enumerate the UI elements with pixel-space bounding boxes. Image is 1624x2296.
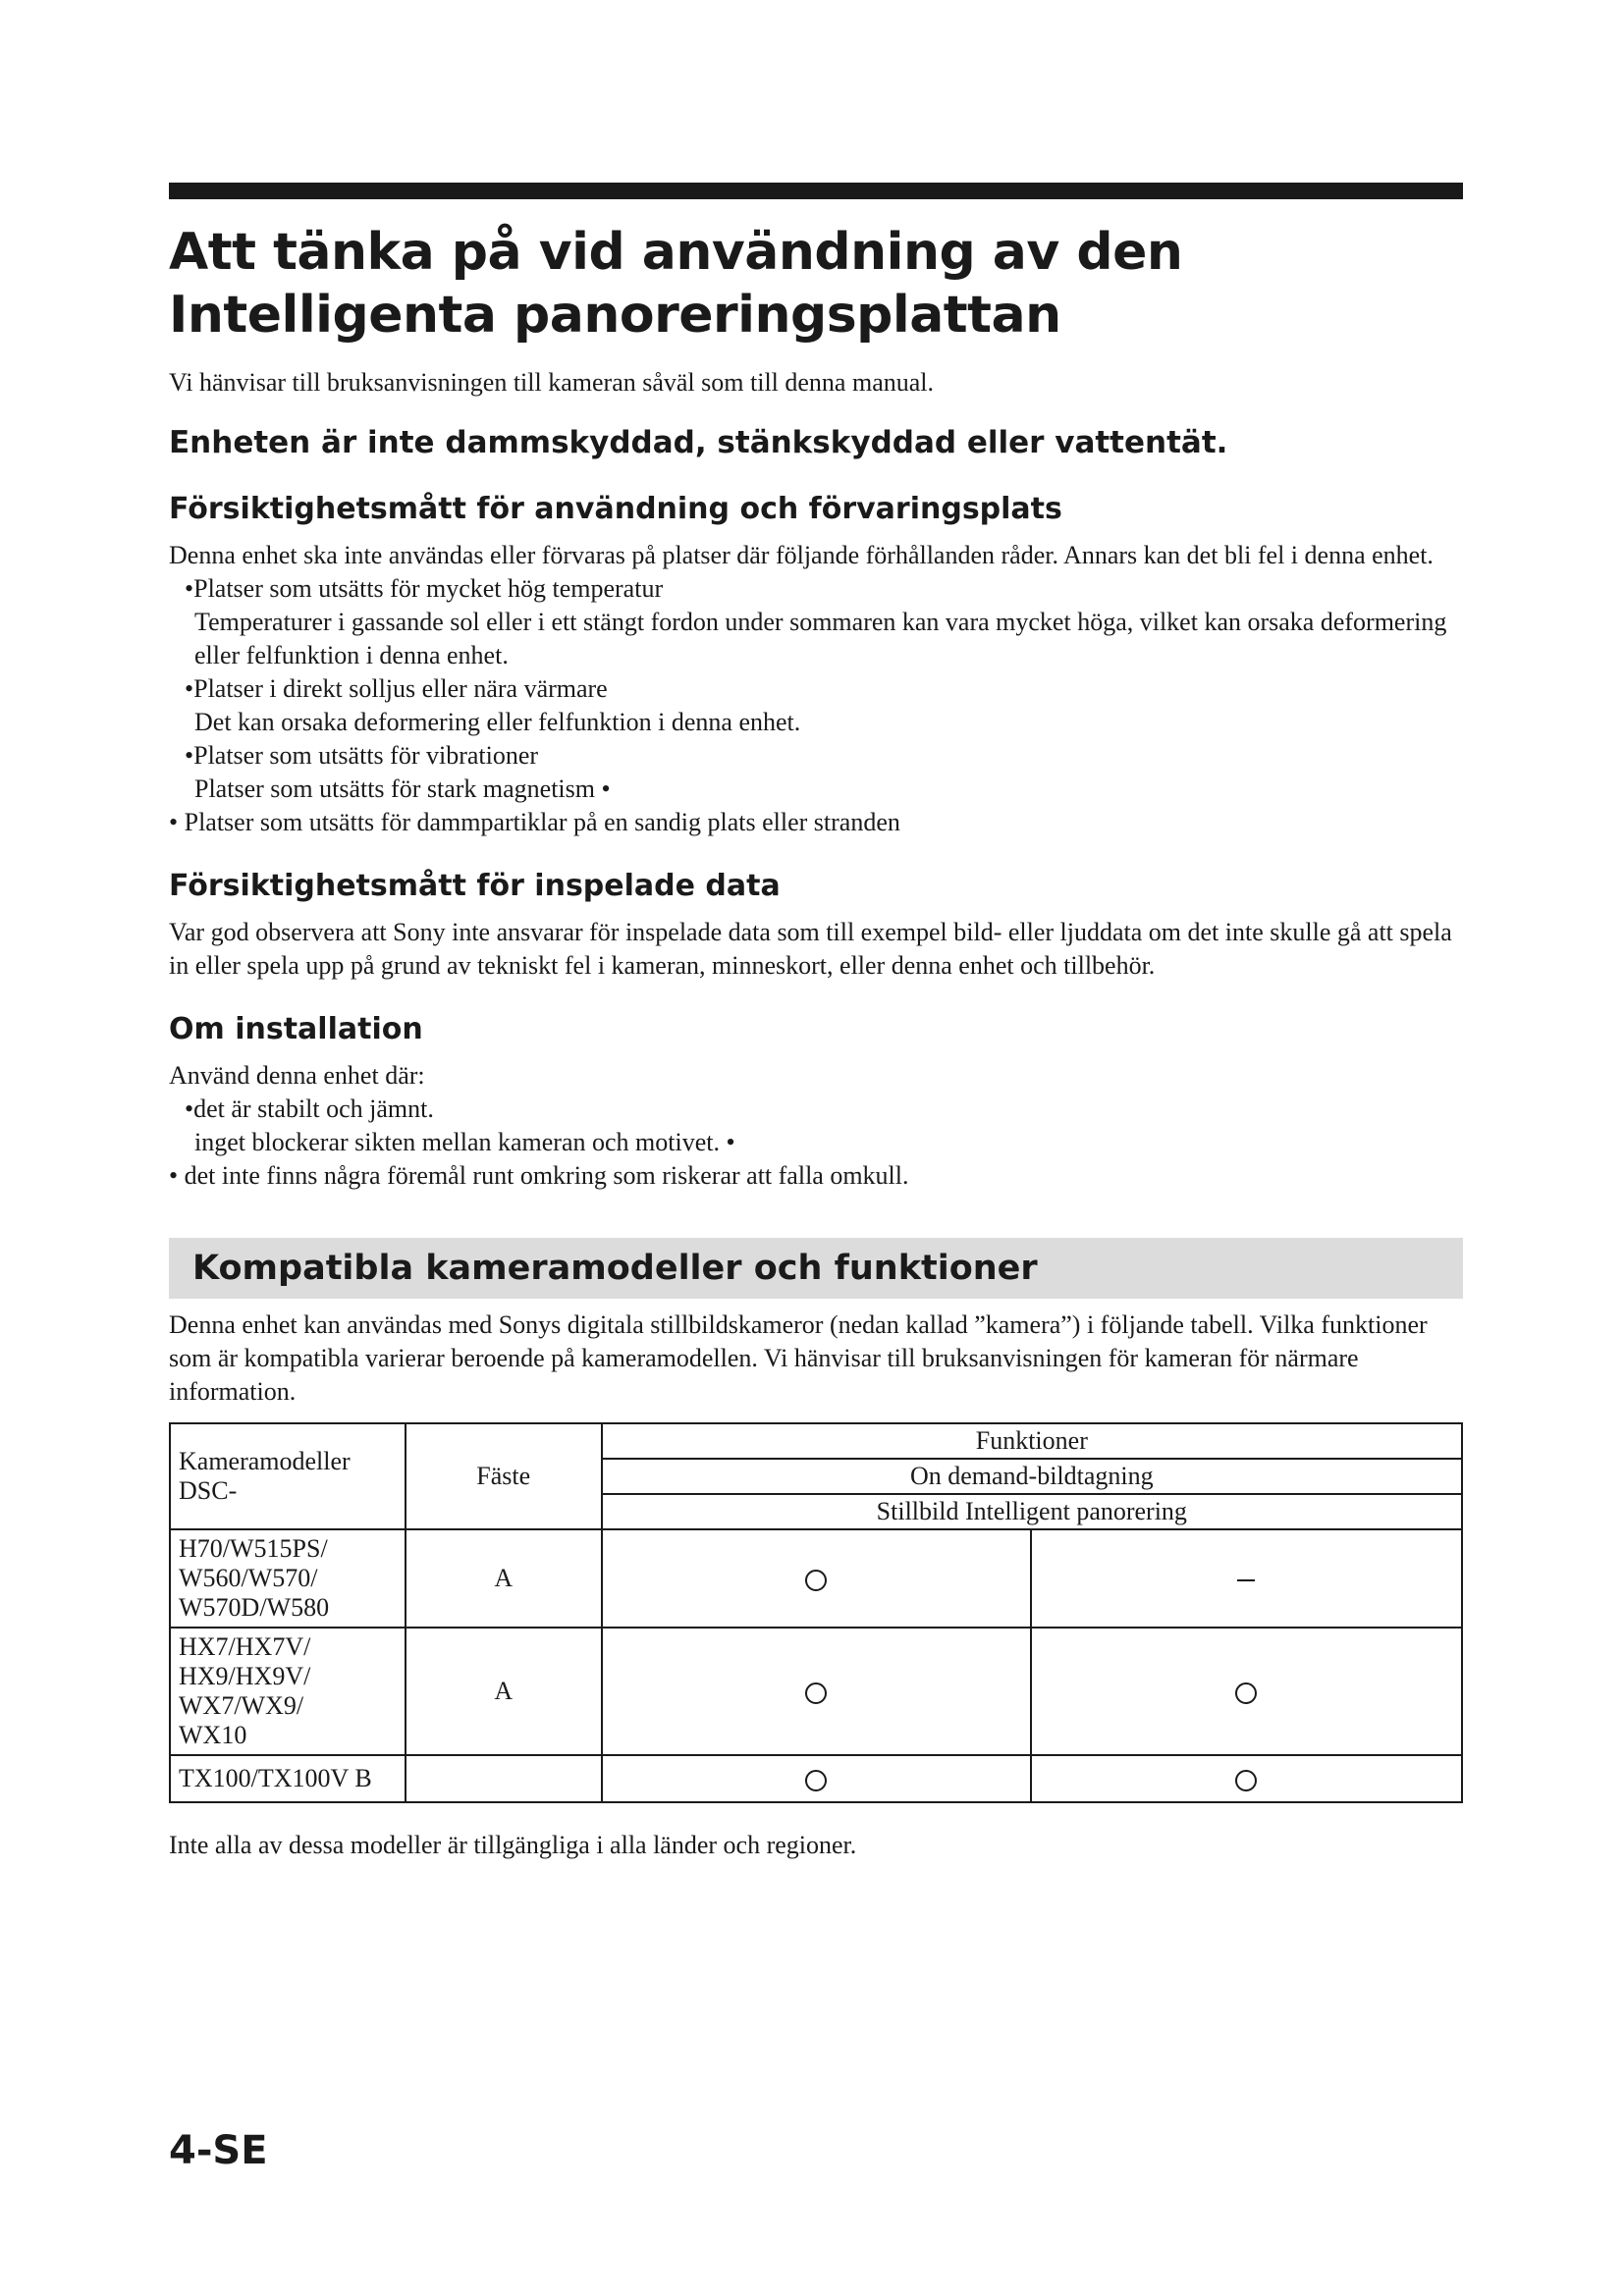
installation-heading: Om installation — [169, 1012, 423, 1046]
top-rule — [169, 183, 1463, 199]
page-number: 4-SE — [169, 2128, 268, 2173]
data-heading: Försiktighetsmått för inspelade data — [169, 869, 781, 903]
pan-cell — [1031, 1628, 1462, 1755]
header-on-demand: On demand-bildtagning — [602, 1459, 1462, 1494]
list-item: inget blockerar sikten mellan kameran och motivet. • — [194, 1128, 735, 1156]
header-mount: Fäste — [406, 1423, 602, 1529]
page — [169, 183, 1463, 1862]
installation-list — [169, 1093, 1463, 1193]
circle-icon — [805, 1570, 827, 1591]
data-text: Var god observera att Sony inte ansvarar för inspelade data som till exempel bild- eller ljuddata om det inte skulle gå att spela in eller spela upp på grund av tekniskt fel i kameran, minneskort, eller denna enhet och tillbehör. — [169, 918, 1452, 980]
list-item: •Platser i direkt solljus eller nära värmare — [185, 674, 608, 703]
header-sub: Stillbild Intelligent panorering — [602, 1494, 1462, 1529]
list-item: •det är stabilt och jämnt. — [185, 1095, 434, 1123]
pan-cell — [1031, 1755, 1462, 1802]
list-item: • Platser som utsätts för dammpartiklar på en sandig plats eller stranden — [169, 808, 900, 836]
warning-heading: Enheten är inte dammskyddad, stänkskyddad eller vattentät. — [169, 425, 1228, 460]
header-functions: Funktioner — [602, 1423, 1462, 1459]
mount-cell: A — [406, 1628, 602, 1755]
storage-text: Denna enhet ska inte användas eller förvaras på platser där följande förhållanden råder. Annars kan det bli fel i denna enhet. — [169, 541, 1434, 569]
circle-icon — [805, 1770, 827, 1791]
list-item: •Platser som utsätts för mycket hög temperatur — [185, 574, 664, 603]
still-cell — [602, 1529, 1031, 1628]
table-row — [170, 1755, 1462, 1802]
compat-heading: Kompatibla kameramodeller och funktioner — [192, 1249, 1038, 1288]
header-model: Kameramodeller DSC- — [170, 1423, 406, 1529]
still-cell — [602, 1755, 1031, 1802]
mount-cell — [406, 1755, 602, 1802]
list-item: •Platser som utsätts för vibrationer — [185, 741, 539, 770]
list-item: Temperaturer i gassande sol eller i ett stängt fordon under sommaren kan vara mycket höga, vilket kan orsaka deformering eller felfunktion i denna enhet. — [194, 608, 1447, 669]
list-item: • det inte finns några föremål runt omkring som riskerar att falla omkull. — [169, 1161, 909, 1190]
list-item: Det kan orsaka deformering eller felfunktion i denna enhet. — [194, 708, 801, 736]
still-cell — [602, 1628, 1031, 1755]
pan-cell — [1031, 1529, 1462, 1628]
model-cell: TX100/TX100V B — [170, 1755, 406, 1802]
list-item: Platser som utsätts för stark magnetism • — [194, 774, 611, 803]
model-cell: H70/W515PS/ W560/W570/ W570D/W580 — [170, 1529, 406, 1628]
installation-lead: Använd denna enhet där: — [169, 1061, 425, 1090]
mount-cell: A — [406, 1529, 602, 1628]
page-title: Att tänka på vid användning av den Intelligenta panoreringsplattan — [169, 223, 1183, 345]
circle-icon — [1235, 1770, 1257, 1791]
table-row — [170, 1529, 1462, 1628]
circle-icon — [805, 1682, 827, 1704]
compat-note: Inte alla av dessa modeller är tillgängliga i alla länder och regioner. — [169, 1831, 857, 1859]
model-cell: HX7/HX7V/ HX9/HX9V/ WX7/WX9/ WX10 — [170, 1628, 406, 1755]
compat-text: Denna enhet kan användas med Sonys digitala stillbildskameror (nedan kallad ”kamera”) i följande tabell. Vilka funktioner som är kompatibla varierar beroende på kameramodellen. Vi hänvisar till bruksanvisningen för kameran för närmare information. — [169, 1310, 1428, 1406]
storage-heading: Försiktighetsmått för användning och förvaringsplats — [169, 492, 1062, 526]
compat-table — [169, 1422, 1463, 1803]
storage-list — [169, 572, 1463, 839]
dash-icon — [1237, 1579, 1255, 1581]
circle-icon — [1235, 1682, 1257, 1704]
compat-section-header — [169, 1238, 1463, 1299]
intro-text: Vi hänvisar till bruksanvisningen till kameran såväl som till denna manual. — [169, 368, 934, 397]
table-row — [170, 1628, 1462, 1755]
